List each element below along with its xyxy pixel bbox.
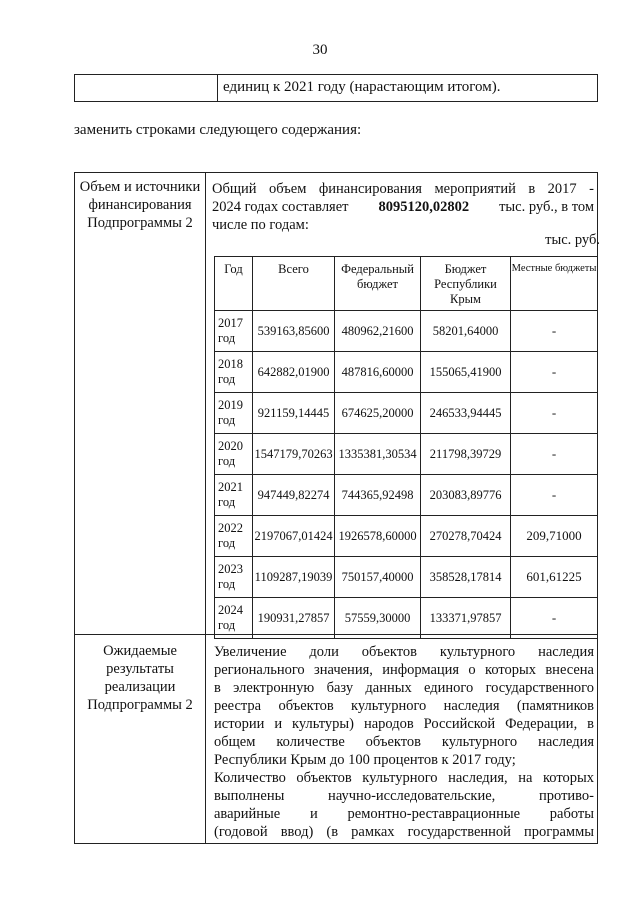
federal-cell: 480962,21600 — [335, 311, 421, 352]
table-row — [215, 311, 598, 352]
total-cell: 2197067,01424 — [253, 516, 335, 557]
header-crimea: Бюджет Республики Крым — [421, 257, 511, 311]
year-cell: 2018 год — [215, 352, 253, 393]
table-row — [215, 352, 598, 393]
total-cell: 190931,27857 — [253, 598, 335, 639]
results-label-line: Ожидаемые — [103, 643, 177, 659]
header-federal: Федеральный бюджет — [335, 257, 421, 311]
local-cell: 601,61225 — [511, 557, 598, 598]
table-row — [215, 434, 598, 475]
table-row — [215, 557, 598, 598]
funding-text-line-1: Общий объем финансирования мероприятий в 2017 - — [212, 181, 594, 197]
crimea-cell: 211798,39729 — [421, 434, 511, 475]
results-label-line: Подпрограммы 2 — [87, 697, 193, 713]
results-line: аварийные и ремонтно-реставрационные работы — [214, 806, 594, 822]
local-cell: - — [511, 434, 598, 475]
header-local: Местные бюджеты — [511, 257, 598, 311]
results-label-line: реализации — [104, 679, 176, 695]
federal-cell: 674625,20000 — [335, 393, 421, 434]
continued-row-text: единиц к 2021 году (нарастающим итогом). — [223, 79, 501, 95]
results-line: (годовой ввод) (в рамках государственной программы — [214, 824, 594, 840]
crimea-cell: 203083,89776 — [421, 475, 511, 516]
total-cell: 539163,85600 — [253, 311, 335, 352]
header-total: Всего — [253, 257, 335, 311]
header-year: Год — [215, 257, 253, 311]
funding-total-amount: 8095120,02802 — [378, 199, 470, 215]
table-header-row — [215, 257, 598, 311]
year-cell: 2022 год — [215, 516, 253, 557]
table-row — [215, 475, 598, 516]
results-line: Количество объектов культурного наследия, на которых — [214, 770, 594, 786]
results-line: общем количестве объектов культурного наследия — [214, 734, 594, 750]
year-cell: 2020 год — [215, 434, 253, 475]
year-cell: 2023 год — [215, 557, 253, 598]
funding-label-line: Объем и источники — [79, 179, 201, 195]
crimea-cell: 358528,17814 — [421, 557, 511, 598]
crimea-cell: 58201,64000 — [421, 311, 511, 352]
table-row — [215, 598, 598, 639]
results-line: Увеличение доли объектов культурного наследия — [214, 644, 594, 660]
results-line: выполнены научно-исследовательские, противо- — [214, 788, 594, 804]
local-cell: - — [511, 311, 598, 352]
local-cell: - — [511, 393, 598, 434]
federal-cell: 1926578,60000 — [335, 516, 421, 557]
year-cell: 2017 год — [215, 311, 253, 352]
results-line: Республики Крым до 100 процентов к 2017 году; — [214, 752, 516, 768]
year-cell: 2024 год — [215, 598, 253, 639]
local-cell: - — [511, 352, 598, 393]
total-cell: 1109287,19039 — [253, 557, 335, 598]
federal-cell: 1335381,30534 — [335, 434, 421, 475]
results-line: регионального значения, информация о которых внесена — [214, 662, 594, 678]
crimea-cell: 246533,94445 — [421, 393, 511, 434]
crimea-cell: 133371,97857 — [421, 598, 511, 639]
crimea-cell: 155065,41900 — [421, 352, 511, 393]
funding-label-line: Подпрограммы 2 — [87, 215, 193, 231]
column-divider — [217, 75, 218, 101]
total-cell: 642882,01900 — [253, 352, 335, 393]
year-cell: 2021 год — [215, 475, 253, 516]
results-line: истории и культуры) народов Российской Федерации, в — [214, 716, 594, 732]
year-cell: 2019 год — [215, 393, 253, 434]
federal-cell: 57559,30000 — [335, 598, 421, 639]
funding-text-start: 2024 годах составляет — [212, 199, 349, 215]
results-label-line: результаты — [106, 661, 174, 677]
results-line: в электронную базу данных единого государственного — [214, 680, 594, 696]
local-cell: - — [511, 598, 598, 639]
total-cell: 947449,82274 — [253, 475, 335, 516]
table-row — [215, 393, 598, 434]
results-text — [214, 643, 594, 841]
funding-text-line-2 — [212, 198, 594, 216]
table-row — [215, 516, 598, 557]
replacement-instruction: заменить строками следующего содержания: — [74, 122, 362, 138]
currency-unit: тыс. руб. — [545, 232, 600, 248]
funding-label — [76, 178, 204, 232]
funding-by-year-table — [214, 256, 598, 639]
federal-cell: 744365,92498 — [335, 475, 421, 516]
funding-text-line-3: числе по годам: — [212, 217, 309, 233]
federal-cell: 750157,40000 — [335, 557, 421, 598]
total-cell: 1547179,70263 — [253, 434, 335, 475]
local-cell: 209,71000 — [511, 516, 598, 557]
page-number: 30 — [312, 42, 328, 58]
crimea-cell: 270278,70424 — [421, 516, 511, 557]
label-column-divider — [205, 172, 206, 844]
federal-cell: 487816,60000 — [335, 352, 421, 393]
results-label — [76, 642, 204, 714]
continued-table-row — [74, 74, 598, 102]
local-cell: - — [511, 475, 598, 516]
funding-label-line: финансирования — [88, 197, 192, 213]
funding-text-end: тыс. руб., в том — [499, 199, 594, 215]
total-cell: 921159,14445 — [253, 393, 335, 434]
results-line: реестра объектов культурного наследия (памятников — [214, 698, 594, 714]
